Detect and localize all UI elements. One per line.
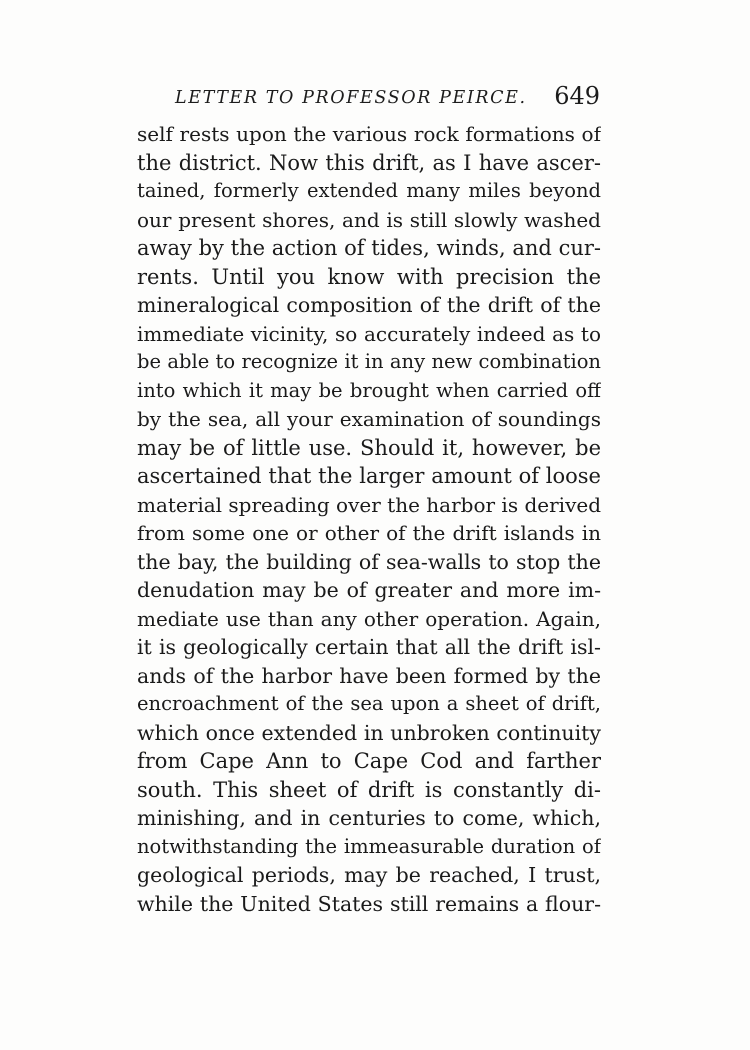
text-line: the district. Now this drift, as I have ascer-: [137, 150, 601, 175]
text-line: immediate vicinity, so accurately indeed as to: [137, 321, 601, 346]
text-line: material spreading over the harbor is derived: [137, 492, 601, 517]
text-line: rents. Until you know with precision the: [137, 264, 601, 289]
page-number: 649: [554, 82, 600, 110]
text-line: self rests upon the various rock formations of: [137, 122, 601, 146]
text-line: ascertained that the larger amount of loose: [137, 464, 601, 488]
text-line: mediate use than any other operation. Again,: [137, 606, 601, 631]
text-line: be able to recognize it in any new combination: [137, 350, 601, 373]
text-line: encroachment of the sea upon a sheet of drift,: [137, 692, 601, 715]
text-line: south. This sheet of drift is constantly di-: [137, 777, 601, 802]
text-line: tained, formerly extended many miles beyond: [137, 179, 601, 202]
text-line: denudation may be of greater and more im-: [137, 578, 601, 602]
text-line: which once extended in unbroken continuity: [137, 720, 601, 745]
running-title: LETTER TO PROFESSOR PEIRCE.: [175, 88, 527, 108]
text-line: our present shores, and is still slowly washed: [137, 207, 601, 232]
text-line: ands of the harbor have been formed by the: [137, 663, 601, 688]
text-line: away by the action of tides, winds, and cur-: [137, 236, 601, 260]
text-line: by the sea, all your examination of soundings: [137, 407, 601, 431]
text-line: into which it may be brought when carried off: [137, 378, 601, 402]
text-line: may be of little use. Should it, however, be: [137, 435, 601, 460]
text-line: minishing, and in centuries to come, which,: [137, 806, 601, 830]
text-line: geological periods, may be reached, I trust,: [137, 863, 601, 887]
body-text: [137, 120, 601, 918]
text-line: from Cape Ann to Cape Cod and farther: [137, 749, 601, 773]
text-line: mineralogical composition of the drift of the: [137, 293, 601, 317]
running-head: [175, 82, 600, 116]
text-line: while the United States still remains a flour-: [137, 891, 601, 916]
text-line: from some one or other of the drift islands in: [137, 521, 601, 545]
text-line: it is geologically certain that all the drift isl-: [137, 635, 601, 659]
text-line: the bay, the building of sea-walls to stop the: [137, 549, 601, 574]
text-line: notwithstanding the immeasurable duration of: [137, 834, 601, 858]
